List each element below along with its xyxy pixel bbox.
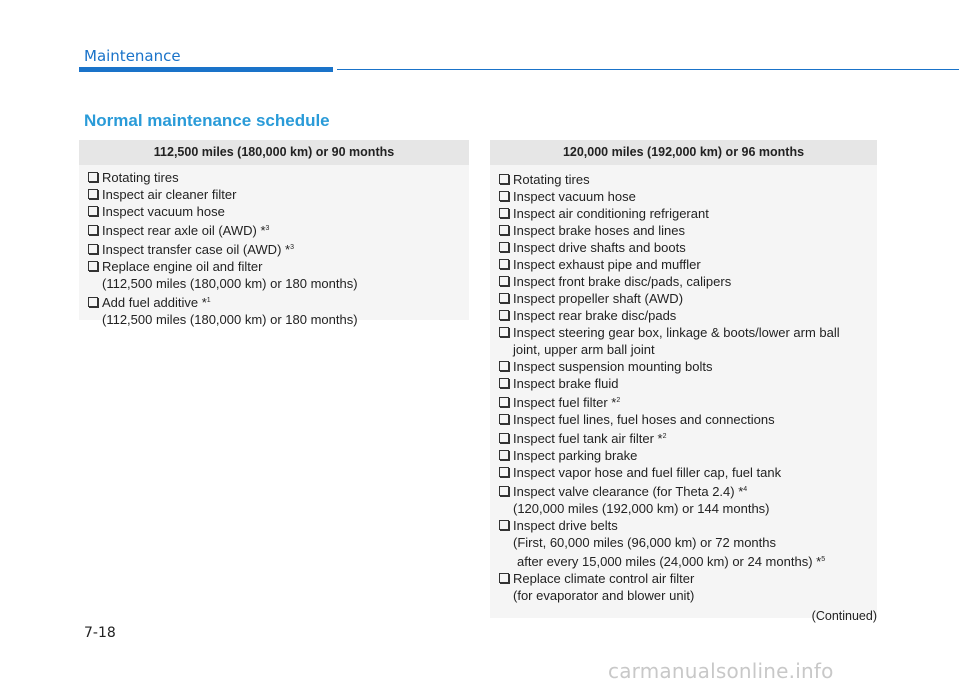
footnote-marker: 5 [821,556,826,563]
item-detail [499,551,867,570]
item-text: Inspect air conditioning refrigerant [513,206,709,221]
checkbox-icon [499,310,509,320]
item-text: Inspect brake fluid [513,376,619,391]
checkbox-icon [499,225,509,235]
item-text: Inspect vacuum hose [102,204,225,219]
checkbox-icon [499,242,509,252]
continued-label: (Continued) [811,609,877,623]
checkbox-icon [499,208,509,218]
checklist-item [499,273,867,290]
item-detail-text: after every 15,000 miles (24,000 km) or 24 months) * [517,554,822,569]
checklist-item [499,517,867,534]
item-text: Inspect fuel lines, fuel hoses and connections [513,412,775,427]
item-detail: (First, 60,000 miles (96,000 km) or 72 months [513,535,776,550]
checklist-item [88,186,459,203]
checkbox-icon [499,174,509,184]
checklist-item [499,188,867,205]
footnote-marker: 4 [743,486,748,493]
header-title: Maintenance [84,47,181,65]
checkbox-icon [499,486,509,496]
item-text: Inspect fuel filter * [513,395,617,410]
header-rule-thin [337,69,959,70]
item-text: Inspect rear brake disc/pads [513,308,677,323]
item-text: Rotating tires [102,170,179,185]
checkbox-icon [499,397,509,407]
page-number: 7-18 [84,625,116,641]
item-text: Inspect parking brake [513,448,638,463]
checkbox-icon [499,259,509,269]
item-text: Inspect steering gear box, linkage & boots/lower arm ball [513,325,840,340]
checkbox-icon [499,361,509,371]
checkbox-icon [499,520,509,530]
footnote-marker: 3 [265,225,270,232]
item-text: Inspect valve clearance (for Theta 2.4) * [513,484,744,499]
footnote-marker: 2 [662,433,667,440]
footnote-marker: 2 [616,397,621,404]
checklist-item [499,324,867,341]
checkbox-icon [499,414,509,424]
item-text: Inspect drive shafts and boots [513,240,686,255]
item-text: Replace engine oil and filter [102,259,263,274]
checklist-item [499,256,867,273]
left-panel-list [79,165,469,328]
checkbox-icon [499,573,509,583]
checkbox-icon [88,225,98,235]
checklist-item [88,239,459,258]
item-text: Inspect vapor hose and fuel filler cap, fuel tank [513,465,782,480]
item-text: Inspect air cleaner filter [102,187,237,202]
checkbox-icon [499,450,509,460]
item-detail: (for evaporator and blower unit) [513,588,695,603]
checklist-item [499,464,867,481]
checklist-item [88,220,459,239]
checklist-item [88,169,459,186]
checkbox-icon [499,191,509,201]
checklist-item [499,239,867,256]
checkbox-icon [88,172,98,182]
checkbox-icon [499,293,509,303]
item-detail: joint, upper arm ball joint [513,342,655,357]
checklist-item [499,358,867,375]
right-panel-heading: 120,000 miles (192,000 km) or 96 months [490,140,877,165]
item-text: Inspect vacuum hose [513,189,636,204]
checkbox-icon [499,467,509,477]
item-text: Rotating tires [513,172,590,187]
checklist-item [88,203,459,220]
checklist-item [499,411,867,428]
checklist-item [499,290,867,307]
watermark: carmanualsonline.info [608,659,834,683]
checklist-item [88,292,459,311]
header-rule-thick [79,67,333,72]
checklist-item [499,205,867,222]
item-text: Inspect drive belts [513,518,618,533]
checkbox-icon [88,261,98,271]
item-text: Inspect fuel tank air filter * [513,431,663,446]
checkbox-icon [88,189,98,199]
left-panel-heading: 112,500 miles (180,000 km) or 90 months [79,140,469,165]
item-text: Inspect front brake disc/pads, calipers [513,274,732,289]
item-detail: (112,500 miles (180,000 km) or 180 months) [102,312,358,327]
item-text: Inspect suspension mounting bolts [513,359,713,374]
footnote-marker: 1 [206,297,211,304]
checklist-item [499,447,867,464]
item-detail: (120,000 miles (192,000 km) or 144 months) [513,501,770,516]
item-detail: (112,500 miles (180,000 km) or 180 months) [102,276,358,291]
checklist-item [499,481,867,500]
checklist-item [499,570,867,587]
right-panel-list [490,165,877,604]
checklist-item [499,392,867,411]
checkbox-icon [88,206,98,216]
checkbox-icon [499,378,509,388]
footnote-marker: 3 [290,244,294,251]
checklist-item [499,428,867,447]
item-text: Inspect transfer case oil (AWD) * [102,242,291,257]
checklist-item [499,222,867,239]
item-text: Inspect brake hoses and lines [513,223,685,238]
item-text: Replace climate control air filter [513,571,695,586]
checkbox-icon [499,276,509,286]
left-schedule-panel [79,140,469,327]
checklist-item [499,375,867,392]
checkbox-icon [499,433,509,443]
checkbox-icon [499,327,509,337]
checklist-item [499,307,867,324]
checkbox-icon [88,297,98,307]
section-title: Normal maintenance schedule [84,111,330,130]
item-text: Inspect propeller shaft (AWD) [513,291,684,306]
checkbox-icon [88,244,98,254]
item-text: Inspect rear axle oil (AWD) * [102,223,266,238]
item-text: Inspect exhaust pipe and muffler [513,257,701,272]
item-text: Add fuel additive * [102,295,207,310]
checklist-item [499,171,867,188]
right-schedule-panel [490,140,877,623]
checklist-item [88,258,459,275]
